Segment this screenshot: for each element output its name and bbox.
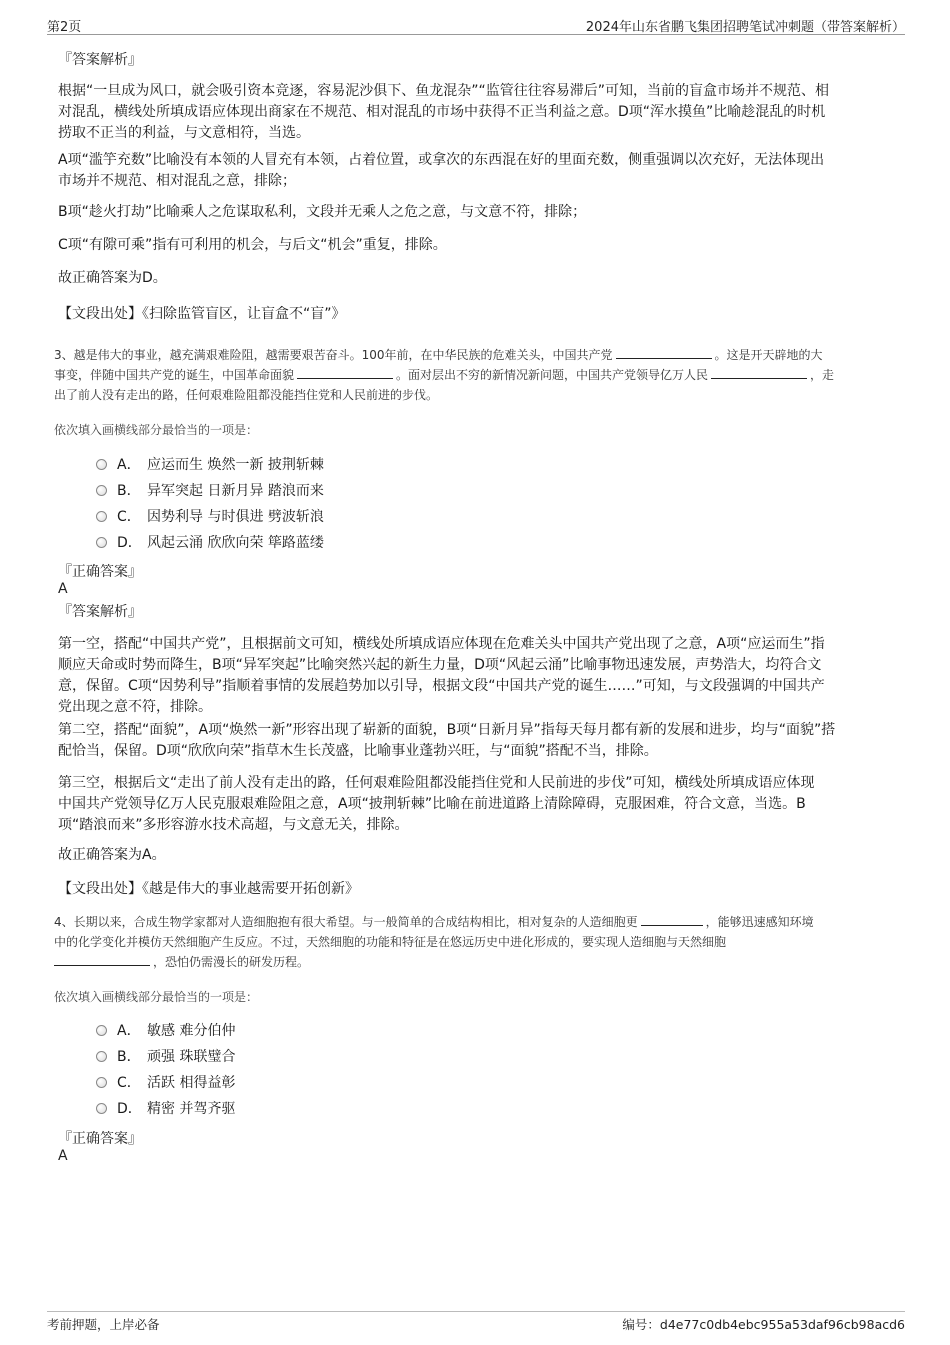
text-line: 对混乱，横线处所填成语应体现出商家在不规范、相对混乱的市场中获得不正当利益之意。D项“浑水摸鱼”比喻趁混乱的时机: [58, 104, 826, 120]
page-number: 第2页: [47, 20, 82, 35]
q4-stem: 4、长期以来，合成生物学家都对人造细胞抱有很大希望。与一般简单的合成结构相比，相对复杂的人造细胞更 ，能够迅速感知环境 中的化学变化并模仿天然细胞产生反应。不过，天然细胞的功能和特征是在悠远历史中进化形成的，要实现人造细胞与天然细胞 ，恐怕仍需漫长的研发历程。: [54, 915, 814, 969]
q3-option-b[interactable]: B． 异军突起 日新月异 踏浪而来: [96, 481, 324, 501]
page-header: [47, 14, 905, 35]
q3-option-d[interactable]: D． 风起云涌 欣欣向荣 筚路蓝缕: [96, 533, 324, 553]
q3-conclusion: 故正确答案为A。: [58, 847, 166, 863]
source-title: 《扫除监管盲区，让盲盒不“盲”》: [142, 306, 346, 322]
source-title: 《越是伟大的事业越需要开拓创新》: [142, 881, 359, 897]
radio-button[interactable]: [96, 459, 107, 470]
q3-analysis-third-blank: 第三空，根据后文“走出了前人没有走出的路，任何艰难险阻都没能挡住党和人民前进的步伐”可知，横线处所填成语应体现 中国共产党领导亿万人民克服艰难险阻之意，A项“披荆斩棘”比喻在前进道路上清除障碍，克服困难，符合文意，当选。B 项“踏浪而来”多形容游水技术高超，与文意无关，排除。: [58, 775, 815, 833]
q3-option-a[interactable]: A． 应运而生 焕然一新 披荆斩棘: [96, 455, 324, 475]
radio-button[interactable]: [96, 1025, 107, 1036]
document-id: 编号：d4e77c0db4ebc955a53daf96cb98acd6: [622, 1317, 905, 1332]
q3-instruction: 依次填入画横线部分最恰当的一项是：: [54, 423, 259, 437]
q3-option-c[interactable]: C． 因势利导 与时俱进 劈波斩浪: [96, 507, 324, 527]
document-title: 2024年山东省鹏飞集团招聘笔试冲刺题（带答案解析）: [585, 20, 905, 35]
correct-answer-label: 『正确答案』: [58, 564, 142, 580]
source-label: 【文段出处】: [58, 306, 142, 322]
q3-source: [58, 878, 359, 898]
radio-button[interactable]: [96, 485, 107, 496]
text-line: 市场并不规范、相对混乱之意，排除；: [58, 173, 296, 189]
radio-button[interactable]: [96, 1077, 107, 1088]
fill-blank: [711, 366, 807, 379]
q4-option-d[interactable]: D． 精密 并驾齐驱: [96, 1099, 235, 1119]
q4-instruction: 依次填入画横线部分最恰当的一项是：: [54, 990, 259, 1004]
fill-blank: [641, 913, 703, 926]
q3-stem: 3、越是伟大的事业，越充满艰难险阻，越需要艰苦奋斗。100年前，在中华民族的危难关头，中国共产党 。这是开天辟地的大 事变，伴随中国共产党的诞生，中国革命面貌 。面对层出不穷的新情况新问题，中国共产党领导亿万人民 ，走 出了前人没有走出的路，任何艰难险阻都没能挡住党和人民前进的步伐。: [54, 348, 835, 402]
q2-analysis-main: [58, 81, 896, 144]
fill-blank: [616, 346, 712, 359]
q3-analysis-first-blank: 第一空，搭配“中国共产党”，且根据前文可知，横线处所填成语应体现在危难关头中国共产党出现了之意，A项“应运而生”指 顺应天命或时势而降生，B项“异军突起”比喻突然兴起的新生力量，D项“风起云涌”比喻事物迅速发展，声势浩大，均符合文 意，保留。C项“因势利导”指顺着事情的发展趋势加以引导，根据文段“中国共产党的诞生……”可知，与文段强调的中国共产 党出现之意不符，排除。: [58, 636, 825, 715]
q2-analysis-option-c: C项“有隙可乘”指有可利用的机会，与后文“机会”重复，排除。: [58, 237, 447, 253]
text-line: 根据“一旦成为风口，就会吸引资本竞逐，容易泥沙俱下、鱼龙混杂”“监管往往容易滞后”可知，当前的盲盒市场并不规范、相: [58, 83, 830, 99]
q3-correct-answer: A: [58, 581, 68, 597]
radio-button[interactable]: [96, 537, 107, 548]
fill-blank: [54, 953, 150, 966]
q2-analysis-option-b: B项“趁火打劫”比喻乘人之危谋取私利，文段并无乘人之危之意，与文意不符，排除；: [58, 204, 587, 220]
q4-correct-answer: A: [58, 1148, 68, 1164]
q2-analysis-option-a: [58, 150, 896, 192]
q2-source: [58, 303, 346, 323]
text-line: 捞取不正当的利益，与文意相符，当选。: [58, 125, 310, 141]
q3-analysis-second-blank: 第二空，搭配“面貌”，A项“焕然一新”形容出现了崭新的面貌，B项“日新月异”指每天每月都有新的发展和进步，均与“面貌”搭 配恰当，保留。D项“欣欣向荣”指草木生长茂盛，比喻事业蓬勃兴旺，与“面貌”搭配不当，排除。: [58, 722, 836, 759]
radio-button[interactable]: [96, 1103, 107, 1114]
correct-answer-label: 『正确答案』: [58, 1131, 142, 1147]
q4-option-b[interactable]: B． 顽强 珠联璧合: [96, 1047, 235, 1067]
q2-conclusion: 故正确答案为D。: [58, 270, 167, 286]
page-footer: [47, 1311, 905, 1334]
q4-option-a[interactable]: A． 敏感 难分伯仲: [96, 1021, 235, 1041]
fill-blank: [297, 366, 393, 379]
radio-button[interactable]: [96, 511, 107, 522]
footer-slogan: 考前押题，上岸必备: [47, 1317, 160, 1332]
q4-option-c[interactable]: C． 活跃 相得益彰: [96, 1073, 235, 1093]
analysis-label: 『答案解析』: [58, 604, 142, 620]
text-line: A项“滥竽充数”比喻没有本领的人冒充有本领，占着位置，或拿次的东西混在好的里面充数，侧重强调以次充好，无法体现出: [58, 152, 825, 168]
analysis-label: 『答案解析』: [58, 52, 142, 68]
radio-button[interactable]: [96, 1051, 107, 1062]
source-label: 【文段出处】: [58, 881, 142, 897]
